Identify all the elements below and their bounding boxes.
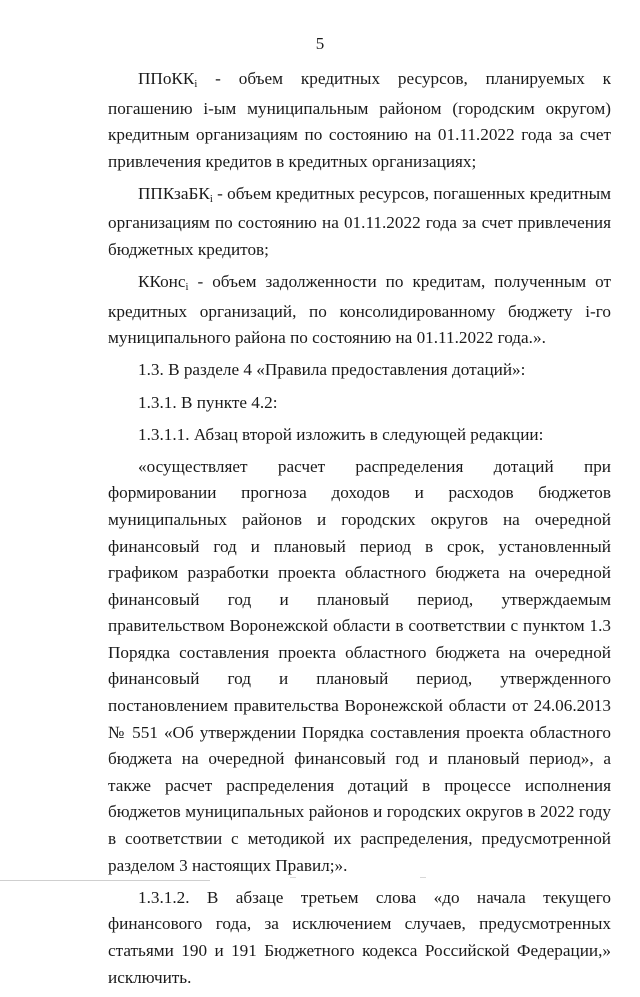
term-subscript: i [194, 78, 198, 90]
quoted-new-text: «осуществляет расчет распределения дотаций при формировании прогноза доходов и расходов бюджетов муниципальных районов и городских округов на очередной финансовый год и плановый период в срок, установленный графиком разработки проекта областного бюджета на очередной финансовый год и плановый период, утверждаемым правительством Воронежской области в соответствии с пунктом 1.3 Порядка составления проекта областного бюджета на очередной финансовый год и плановый период, утвержденного постановлением правительства Воронежской области от 24.06.2013 № 551 «Об утверждении Порядка составления проекта областного бюджета на очередной финансовый год и плановый период», а также расчет распределения дотаций в процессе исполнения бюджетов муниципальных районов и городских округов в 2022 году в соответствии с методикой их распределения, предусмотренной разделом 3 настоящих Правил;». [108, 456, 611, 875]
term-kkons: ККонс [138, 272, 186, 292]
scan-mark [290, 877, 296, 878]
paragraph-1-3-1-1: 1.3.1.1. Абзац второй изложить в следующей редакции: [138, 424, 544, 444]
paragraph-1-3: 1.3. В разделе 4 «Правила предоставления дотаций»: [138, 360, 526, 380]
term-ppokk: ППоКК [138, 69, 195, 88]
term-ppkzabk: ППКзаБК [138, 183, 210, 203]
footer-rule [0, 880, 210, 881]
definition-text: - объем задолженности по кредитам, полученным от кредитных организаций, по консолидированному бюджету i-го муниципального района по состоянию на 01.11.2022 года.». [108, 272, 611, 348]
definition-text: - объем кредитных ресурсов, погашенных кредитным организациям по состоянию на 01.11.2022 года за счет привлечения бюджетных кредитов; [108, 183, 611, 260]
paragraph-1-3-1-2: 1.3.1.2. В абзаце третьем слова «до начала текущего финансового года, за исключением случаев, предусмотренных статьями 190 и 191 Бюджетного кодекса Российской Федерации,» исключить. [108, 887, 611, 987]
paragraph-1-3-1: 1.3.1. В пункте 4.2: [138, 392, 278, 412]
term-subscript: i [209, 193, 213, 205]
definition-ppokk [108, 66, 611, 175]
definition-text: - объем кредитных ресурсов, планируемых к погашению i-ым муниципальным районом (городским округом) кредитным организациям по состоянию на 01.11.2022 года за счет привлечения кредитов в кредитных организациях; [108, 69, 611, 171]
document-body [108, 66, 611, 997]
definition-kkons [108, 269, 611, 352]
scan-mark [420, 877, 426, 878]
term-subscript: i [185, 281, 189, 293]
page-number: 5 [315, 34, 325, 53]
definition-ppkzabk [108, 181, 611, 264]
